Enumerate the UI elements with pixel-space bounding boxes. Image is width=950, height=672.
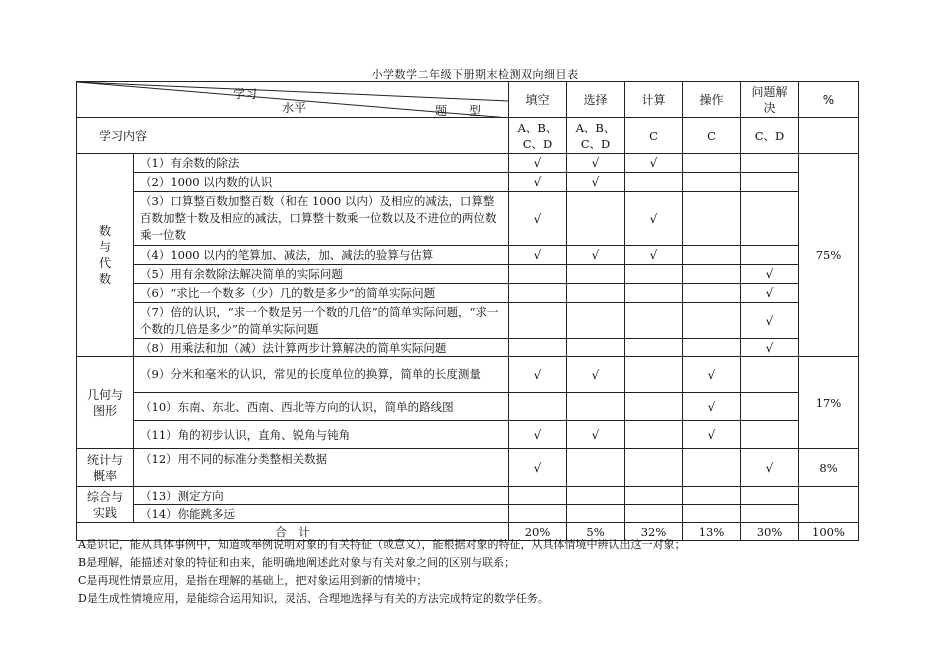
row10-mark-xuanze	[567, 393, 625, 421]
group-percent-practice	[799, 487, 859, 523]
total-caozuo: 13%	[683, 523, 741, 541]
row-content-1: （1）有余数的除法	[134, 154, 509, 173]
row7-mark-jisuan	[625, 303, 683, 339]
row3-mark-jisuan: √	[625, 192, 683, 246]
row1-mark-caozuo	[683, 154, 741, 173]
level-caozuo: C	[683, 118, 741, 154]
content-label: 学习内容	[77, 118, 509, 154]
total-tiankong: 20%	[509, 523, 567, 541]
header-label-xing: 型	[469, 104, 482, 118]
row14-mark-xuanze	[567, 505, 625, 523]
level-tiankong: A、B、C、D	[509, 118, 567, 154]
header-label-shuiping: 水平	[282, 101, 307, 115]
row13-mark-tiankong	[509, 487, 567, 505]
row11-mark-jisuan	[625, 421, 683, 449]
note-b: B是理解，能描述对象的特征和由来，能明确地阐述此对象与有关对象之间的区别与联系；	[78, 556, 516, 569]
row11-mark-caozuo: √	[683, 421, 741, 449]
row9-mark-caozuo: √	[683, 357, 741, 393]
row12-mark-jisuan	[625, 449, 683, 487]
row6-mark-xuanze	[567, 284, 625, 303]
row-content-6: （6）“求比一个数多（少）几的数是多少”的简单实际问题	[134, 284, 509, 303]
row-content-11: （11）角的初步认识，直角、锐角与钝角	[134, 421, 509, 449]
row7-mark-wentijiejue: √	[741, 303, 799, 339]
level-xuanze: A、B、C、D	[567, 118, 625, 154]
row2-mark-caozuo	[683, 173, 741, 192]
row10-mark-tiankong	[509, 393, 567, 421]
row4-mark-tiankong: √	[509, 246, 567, 265]
row7-mark-xuanze	[567, 303, 625, 339]
total-label: 合 计	[77, 523, 509, 541]
row14-mark-caozuo	[683, 505, 741, 523]
row6-mark-jisuan	[625, 284, 683, 303]
row11-mark-wentijiejue	[741, 421, 799, 449]
total-xuanze: 5%	[567, 523, 625, 541]
row-content-7: （7）倍的认识，“求一个数是另一个数的几倍”的简单实际问题，“求一个数的几倍是多少”的简单实际问题	[134, 303, 509, 339]
level-wentijiejue: C、D	[741, 118, 799, 154]
row2-mark-jisuan	[625, 173, 683, 192]
row-content-9: （9）分米和毫米的认识，常见的长度单位的换算，简单的长度测量	[134, 357, 509, 393]
row10-mark-caozuo: √	[683, 393, 741, 421]
row11-mark-xuanze: √	[567, 421, 625, 449]
row13-mark-wentijiejue	[741, 487, 799, 505]
row14-mark-jisuan	[625, 505, 683, 523]
row12-mark-caozuo	[683, 449, 741, 487]
row3-mark-caozuo	[683, 192, 741, 246]
row-content-8: （8）用乘法和加（减）法计算两步计算解决的简单实际问题	[134, 339, 509, 357]
row5-mark-jisuan	[625, 265, 683, 284]
total-percent: 100%	[799, 523, 859, 541]
row4-mark-jisuan: √	[625, 246, 683, 265]
note-c: C是再现性情景应用，是指在理解的基础上，把对象运用到新的情境中；	[78, 574, 428, 587]
diagonal-header-cell	[77, 82, 509, 118]
row3-mark-tiankong: √	[509, 192, 567, 246]
col-header-xuanze: 选择	[567, 82, 625, 118]
row14-mark-tiankong	[509, 505, 567, 523]
row6-mark-tiankong	[509, 284, 567, 303]
row3-mark-xuanze	[567, 192, 625, 246]
row1-mark-tiankong: √	[509, 154, 567, 173]
row13-mark-caozuo	[683, 487, 741, 505]
row11-mark-tiankong: √	[509, 421, 567, 449]
row3-mark-wentijiejue	[741, 192, 799, 246]
specification-table	[76, 81, 859, 541]
row8-mark-tiankong	[509, 339, 567, 357]
row6-mark-wentijiejue: √	[741, 284, 799, 303]
row7-mark-tiankong	[509, 303, 567, 339]
total-wentijiejue: 30%	[741, 523, 799, 541]
row2-mark-tiankong: √	[509, 173, 567, 192]
row13-mark-jisuan	[625, 487, 683, 505]
row-content-10: （10）东南、东北、西南、西北等方向的认识，简单的路线图	[134, 393, 509, 421]
row10-mark-jisuan	[625, 393, 683, 421]
row9-mark-wentijiejue	[741, 357, 799, 393]
total-jisuan: 32%	[625, 523, 683, 541]
row4-mark-caozuo	[683, 246, 741, 265]
row13-mark-xuanze	[567, 487, 625, 505]
row-content-5: （5）用有余数除法解决简单的实际问题	[134, 265, 509, 284]
col-header-tiankong: 填空	[509, 82, 567, 118]
row1-mark-xuanze: √	[567, 154, 625, 173]
level-percent	[799, 118, 859, 154]
group-label-practice: 综合与实践	[77, 487, 134, 523]
row14-mark-wentijiejue	[741, 505, 799, 523]
row5-mark-tiankong	[509, 265, 567, 284]
group-label-geometry: 几何与图形	[77, 357, 134, 449]
col-header-caozuo: 操作	[683, 82, 741, 118]
row1-mark-wentijiejue	[741, 154, 799, 173]
row5-mark-caozuo	[683, 265, 741, 284]
group-label-numbers: 数与代数	[77, 154, 134, 357]
row12-mark-wentijiejue: √	[741, 449, 799, 487]
row8-mark-wentijiejue: √	[741, 339, 799, 357]
row-content-3: （3）口算整百数加整百数（和在 1000 以内）及相应的减法，口算整百数加整十数及相应的减法，口算整十数乘一位数以及不进位的两位数乘一位数	[134, 192, 509, 246]
header-label-ti: 题	[435, 104, 448, 118]
row9-mark-jisuan	[625, 357, 683, 393]
row5-mark-wentijiejue: √	[741, 265, 799, 284]
row8-mark-jisuan	[625, 339, 683, 357]
row1-mark-jisuan: √	[625, 154, 683, 173]
document-title: 小学数学二年级下册期末检测双向细目表	[371, 68, 579, 81]
row8-mark-caozuo	[683, 339, 741, 357]
row12-mark-tiankong: √	[509, 449, 567, 487]
row10-mark-wentijiejue	[741, 393, 799, 421]
level-notes	[78, 536, 938, 608]
row4-mark-xuanze: √	[567, 246, 625, 265]
row9-mark-xuanze: √	[567, 357, 625, 393]
row4-mark-wentijiejue	[741, 246, 799, 265]
row9-mark-tiankong: √	[509, 357, 567, 393]
row12-mark-xuanze	[567, 449, 625, 487]
col-header-jisuan: 计算	[625, 82, 683, 118]
row8-mark-xuanze	[567, 339, 625, 357]
group-percent-statistics: 8%	[799, 449, 859, 487]
row7-mark-caozuo	[683, 303, 741, 339]
row5-mark-xuanze	[567, 265, 625, 284]
group-percent-numbers: 75%	[799, 154, 859, 357]
note-d: D是生成性情境应用，是能综合运用知识，灵活、合理地选择与有关的方法完成特定的数学任务。	[78, 592, 549, 605]
row6-mark-caozuo	[683, 284, 741, 303]
row-content-4: （4）1000 以内的笔算加、减法，加、减法的验算与估算	[134, 246, 509, 265]
group-percent-geometry: 17%	[799, 357, 859, 449]
row-content-12: （12）用不同的标准分类整相关数据	[134, 449, 509, 487]
row-content-14: （14）你能跳多远	[134, 505, 509, 523]
col-header-percent: %	[799, 82, 859, 118]
row2-mark-xuanze: √	[567, 173, 625, 192]
row2-mark-wentijiejue	[741, 173, 799, 192]
note-a: A是识记，能从具体事例中，知道或举例说明对象的有关特征（或意义），能根据对象的特征，从具体情境中辨认出这一对象；	[78, 538, 686, 551]
col-header-wentijiejue: 问题解决	[741, 82, 799, 118]
group-label-statistics: 统计与概率	[77, 449, 134, 487]
row-content-2: （2）1000 以内数的认识	[134, 173, 509, 192]
level-jisuan: C	[625, 118, 683, 154]
row-content-13: （13）测定方向	[134, 487, 509, 505]
header-label-xuexi: 学习	[233, 87, 258, 101]
